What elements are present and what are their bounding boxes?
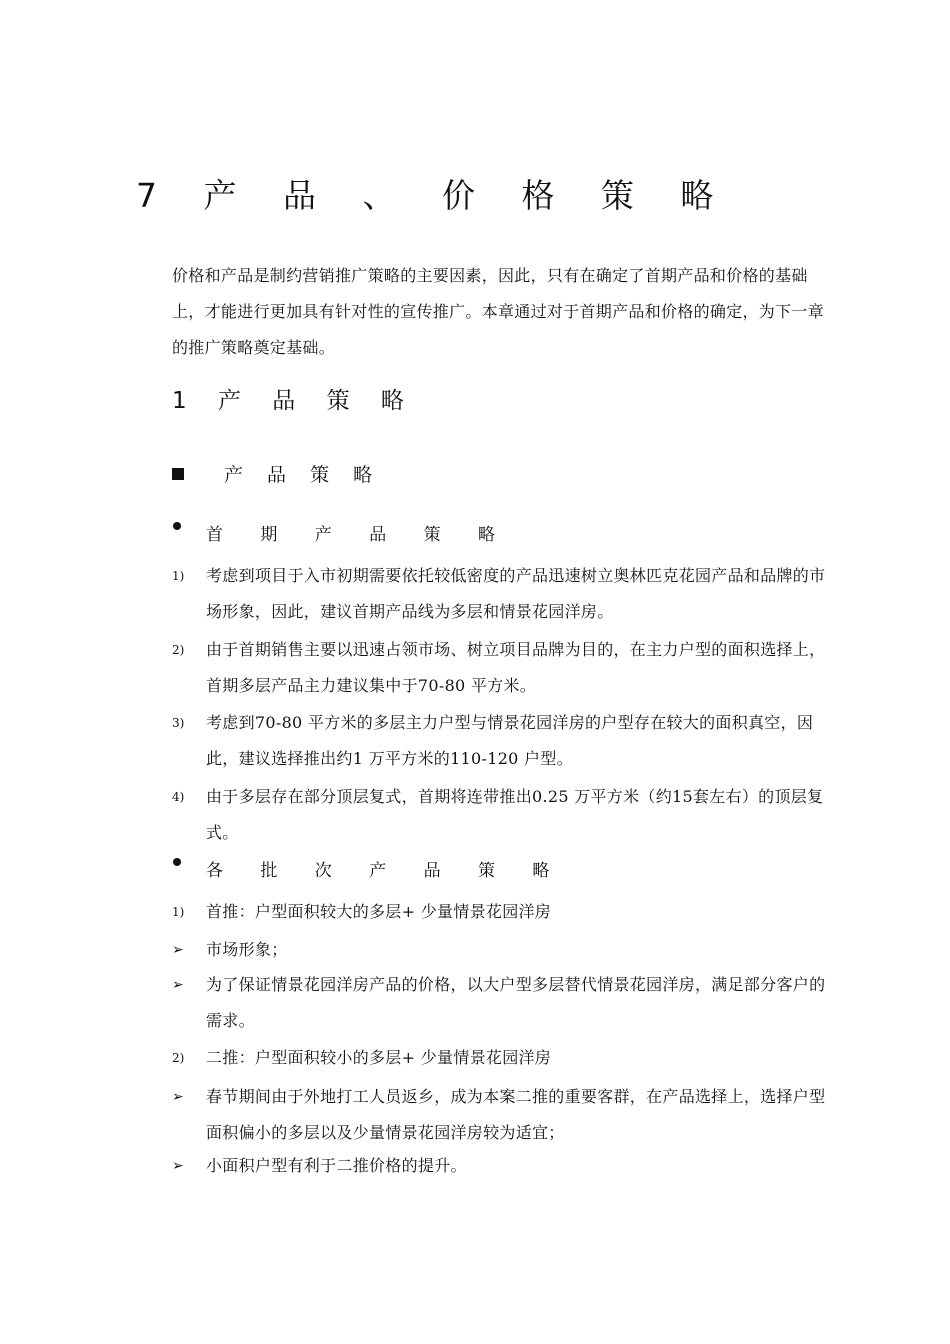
list-item	[172, 705, 832, 777]
list-number: 1)	[172, 905, 185, 919]
subsection-title	[172, 460, 381, 490]
list-number: 2)	[172, 1051, 185, 1065]
batch-heading	[172, 853, 832, 889]
round-bullet-icon	[173, 858, 181, 866]
list-item	[172, 1148, 832, 1184]
chapter-title: 7 产 品 、 价 格 策 略	[136, 176, 732, 215]
section-title: 1 产 品 策 略	[172, 388, 416, 414]
list-item-text: 春节期间由于外地打工人员返乡，成为本案二推的重要客群，在产品选择上，选择户型面积偏小的多层以及少量情景花园洋房较为适宜；	[206, 1087, 826, 1142]
list-item-text: 首推：户型面积较大的多层+ 少量情景花园洋房	[206, 902, 552, 921]
list-item	[172, 632, 832, 704]
list-item-text: 小面积户型有利于二推价格的提升。	[206, 1156, 467, 1175]
list-number: 4)	[172, 790, 185, 804]
list-item-text: 考虑到70-80 平方米的多层主力户型与情景花园洋房的户型存在较大的面积真空，因此，建议选择推出约1 万平方米的110-120 户型。	[206, 713, 814, 768]
arrow-bullet-icon: ➢	[172, 1089, 184, 1105]
list-item	[172, 558, 832, 630]
first-phase-heading	[172, 517, 832, 553]
list-item-text: 由于多层存在部分顶层复式，首期将连带推出0.25 万平方米（约15套左右）的顶层复式。	[206, 787, 824, 842]
first-phase-heading-text: 首 期 产 品 策 略	[206, 525, 512, 545]
intro-paragraph: 价格和产品是制约营销推广策略的主要因素，因此，只有在确定了首期产品和价格的基础上，才能进行更加具有针对性的宣传推广。本章通过对于首期产品和价格的确定，为下一章的推广策略奠定基础。	[172, 266, 825, 357]
list-item-text: 由于首期销售主要以迅速占领市场、树立项目品牌为目的，在主力户型的面积选择上，首期多层产品主力建议集中于70-80 平方米。	[206, 640, 826, 695]
arrow-bullet-icon: ➢	[172, 977, 184, 993]
list-item	[172, 1079, 832, 1151]
batch-heading-text: 各 批 次 产 品 策 略	[206, 861, 566, 881]
square-bullet-icon	[172, 468, 184, 480]
arrow-bullet-icon: ➢	[172, 942, 184, 958]
round-bullet-icon	[173, 522, 181, 530]
arrow-bullet-icon: ➢	[172, 1158, 184, 1174]
list-item	[172, 1040, 832, 1076]
list-item-text: 市场形象；	[206, 940, 288, 959]
list-item	[172, 932, 832, 968]
list-number: 3)	[172, 716, 185, 730]
list-item	[172, 894, 832, 930]
list-item-text: 二推：户型面积较小的多层+ 少量情景花园洋房	[206, 1048, 552, 1067]
subsection-title-text: 产 品 策 略	[224, 464, 382, 486]
list-item-text: 考虑到项目于入市初期需要依托较低密度的产品迅速树立奥林匹克花园产品和品牌的市场形象，因此，建议首期产品线为多层和情景花园洋房。	[206, 566, 826, 621]
list-item	[172, 779, 832, 851]
list-number: 1)	[172, 569, 185, 583]
list-item-text: 为了保证情景花园洋房产品的价格，以大户型多层替代情景花园洋房，满足部分客户的需求。	[206, 975, 826, 1030]
list-item	[172, 967, 832, 1039]
list-number: 2)	[172, 643, 185, 657]
